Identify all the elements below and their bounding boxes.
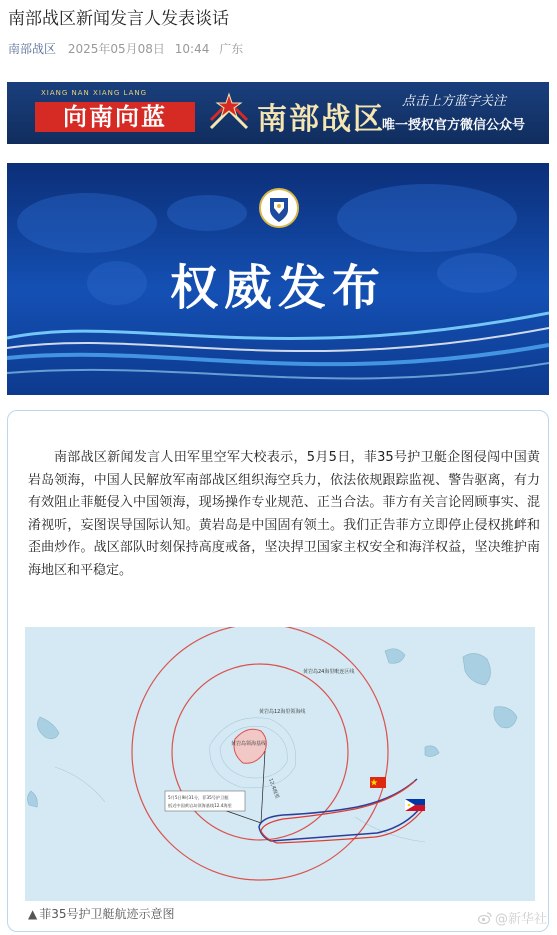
star-emblem-icon xyxy=(207,90,251,134)
article-meta xyxy=(8,40,249,57)
slogan-pinyin: XIANG NAN XIANG LANG xyxy=(41,89,148,97)
watermark-text: @新华社 xyxy=(495,912,548,927)
follow-banner-image xyxy=(7,82,549,144)
map-caption xyxy=(28,905,175,922)
annotation-line-2: 抵近中国黄岩岛领海基线12.4海里 xyxy=(168,803,232,808)
publish-location: 广东 xyxy=(219,42,244,56)
follow-hint: 点击上方蓝字关注 xyxy=(402,94,507,109)
caption-marker: ▲ xyxy=(28,907,38,921)
territorial-sea-label: 黄岩岛12海里领海线 xyxy=(259,709,306,715)
annotation-line-1: 5月5日9时31分，菲35号护卫艇 xyxy=(168,795,229,800)
baseline-label: 黄岩岛领海基线 xyxy=(231,741,267,747)
article-title: 南部战区新闻发言人发表谈话 xyxy=(8,9,229,29)
contiguous-zone-label: 黄岩岛24海里毗连区线 xyxy=(303,669,355,675)
slogan-block xyxy=(35,88,195,138)
philippines-flag-icon xyxy=(405,799,425,811)
banner-headline: 权威发布 xyxy=(169,260,386,316)
command-name: 南部战区 xyxy=(257,102,385,137)
publish-date: 2025年05月08日 xyxy=(67,42,165,56)
china-flag-icon xyxy=(370,777,386,788)
annotation-box xyxy=(165,791,245,811)
authorized-account-note: 唯一授权官方微信公众号 xyxy=(382,118,526,133)
weibo-logo-icon xyxy=(478,911,492,925)
source-watermark xyxy=(478,908,547,927)
distance-label: 12.4海里 xyxy=(267,777,280,800)
track-map-image xyxy=(25,627,535,901)
slogan-text: 向南向蓝 xyxy=(35,102,195,132)
police-shield-emblem-icon xyxy=(259,186,299,230)
article-paragraph: 南部战区新闻发言人田军里空军大校表示，5月5日，菲35号护卫艇企图侵闯中国黄岩岛领海，中国人民解放军南部战区组织海空兵力，依法依规跟踪监视、警告驱离，有力有效阻止菲艇侵入中国领海，现场操作专业规范、正当合法。菲方有关言论罔顾事实、混淆视听，妄图误导国际认知。黄岩岛是中国固有领土。我们正告菲方立即停止侵权挑衅和歪曲炒作。战区部队时刻保持高度戒备，坚决捍卫国家主权安全和海洋权益，坚决维护南海地区和平稳定。 xyxy=(28,450,540,578)
caption-text: 菲35号护卫艇航迹示意图 xyxy=(39,907,175,921)
publish-time: 10:44 xyxy=(174,42,210,56)
article-content-card xyxy=(7,410,549,932)
authoritative-release-banner xyxy=(7,163,549,395)
account-name-link[interactable]: 南部战区 xyxy=(8,42,57,56)
